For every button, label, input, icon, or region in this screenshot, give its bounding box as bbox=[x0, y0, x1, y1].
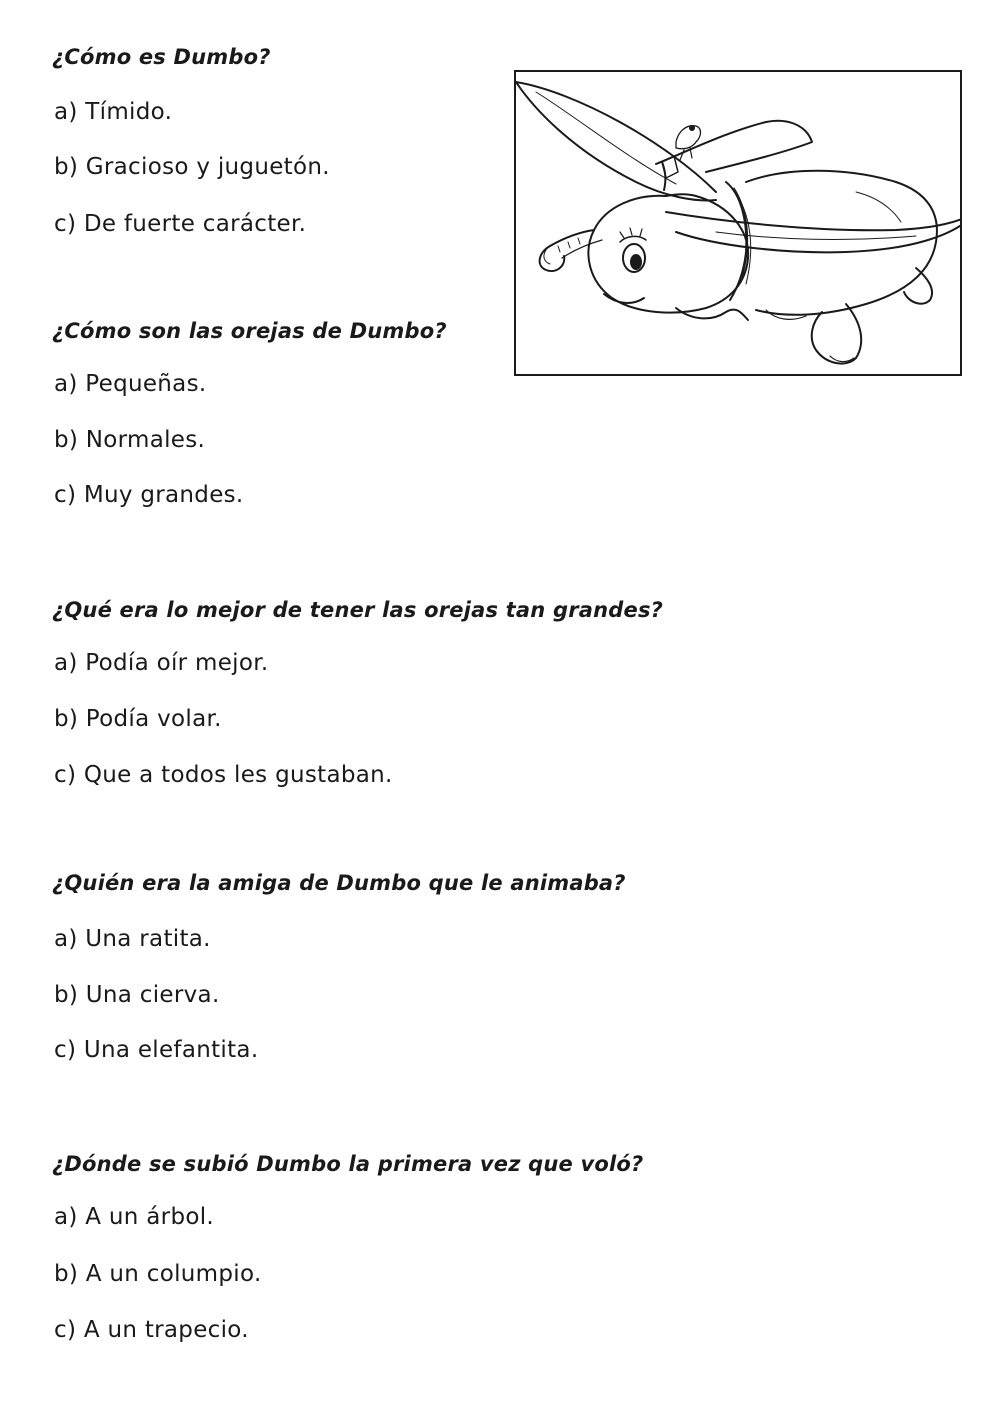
question-5-option-b[interactable]: b) A un columpio. bbox=[54, 1261, 262, 1287]
question-5-title: ¿Dónde se subió Dumbo la primera vez que voló? bbox=[52, 1152, 644, 1176]
question-3-option-a[interactable]: a) Podía oír mejor. bbox=[54, 650, 269, 676]
question-2-option-c[interactable]: c) Muy grandes. bbox=[54, 482, 244, 508]
dumbo-illustration bbox=[514, 70, 962, 376]
question-3-title: ¿Qué era lo mejor de tener las orejas tan grandes? bbox=[52, 598, 664, 622]
question-4-title: ¿Quién era la amiga de Dumbo que le animaba? bbox=[52, 871, 626, 895]
flying-elephant-drawing bbox=[516, 72, 960, 374]
question-2-option-a[interactable]: a) Pequeñas. bbox=[54, 371, 207, 397]
question-2-title: ¿Cómo son las orejas de Dumbo? bbox=[52, 319, 447, 343]
question-5-option-a[interactable]: a) A un árbol. bbox=[54, 1204, 215, 1230]
question-1-option-b[interactable]: b) Gracioso y juguetón. bbox=[54, 154, 330, 180]
question-1-title: ¿Cómo es Dumbo? bbox=[52, 45, 271, 69]
question-4-option-c[interactable]: c) Una elefantita. bbox=[54, 1037, 259, 1063]
question-1-option-a[interactable]: a) Tímido. bbox=[54, 99, 173, 125]
question-4-option-a[interactable]: a) Una ratita. bbox=[54, 926, 211, 952]
question-4-option-b[interactable]: b) Una cierva. bbox=[54, 982, 220, 1008]
question-1-option-c[interactable]: c) De fuerte carácter. bbox=[54, 211, 307, 237]
question-3-option-c[interactable]: c) Que a todos les gustaban. bbox=[54, 762, 393, 788]
question-3-option-b[interactable]: b) Podía volar. bbox=[54, 706, 222, 732]
question-5-option-c[interactable]: c) A un trapecio. bbox=[54, 1317, 249, 1343]
question-2-option-b[interactable]: b) Normales. bbox=[54, 427, 206, 453]
